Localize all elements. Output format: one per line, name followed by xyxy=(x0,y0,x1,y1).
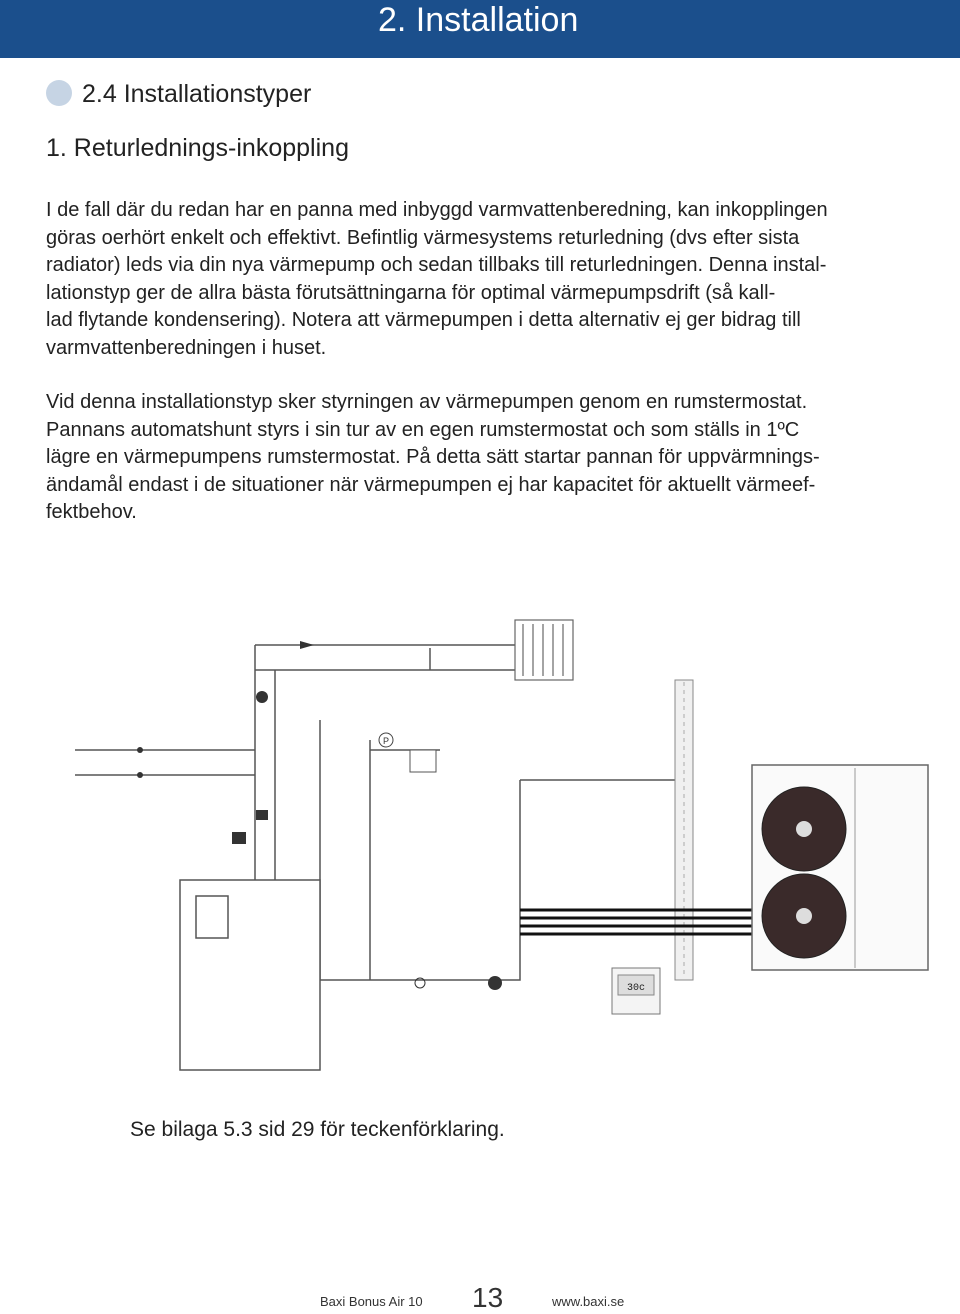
installation-diagram xyxy=(0,600,960,1100)
vertical-pipe-mid xyxy=(320,720,370,980)
paragraph-line: varmvattenberedningen i huset. xyxy=(46,336,327,359)
heatpump-connection-pipes xyxy=(520,910,770,934)
paragraph-line: göras oerhört enkelt och effektivt. Befintlig värmesystems returledning (dvs efter sista xyxy=(46,226,800,249)
paragraph-line: lad flytande kondensering). Notera att värmepumpen i detta alternativ ej ger bidrag till xyxy=(46,309,801,331)
paragraph-line: I de fall där du redan har en panna med inbyggd varmvattenberedning, kan inkopplingen xyxy=(46,199,828,221)
paragraph-line: ändamål endast i de situationer när värmepumpen ej har kapacitet för aktuellt värmeef- xyxy=(46,473,816,496)
expansion-tank-icon xyxy=(410,750,436,772)
bullet-circle-icon xyxy=(46,80,72,106)
paragraph-line: radiator) leds via din nya värmepump och sedan tillbaks till returledningen. Denna instal- xyxy=(46,254,827,276)
footer-product: Baxi Bonus Air 10 xyxy=(320,1294,423,1309)
footer-website: www.baxi.se xyxy=(552,1294,625,1309)
legend-caption: Se bilaga 5.3 sid 29 för teckenförklaring. xyxy=(130,1118,505,1141)
subsection-title: 1. Returlednings-inkoppling xyxy=(46,134,349,162)
outdoor-heatpump-unit-icon xyxy=(752,765,928,970)
paragraph-control xyxy=(46,389,926,527)
pressure-gauge-icon xyxy=(379,733,393,747)
return-pipe xyxy=(255,648,515,670)
paragraph-line: Vid denna installationstyp sker styrningen av värmepumpen genom en rumstermostat. xyxy=(46,391,808,413)
page-number: 13 xyxy=(472,1282,504,1313)
thermostat-display-icon xyxy=(612,968,660,1014)
paragraph-line: Pannans automatshunt styrs i sin tur av en egen rumstermostat och som ställs in 1ºC xyxy=(46,418,800,441)
paragraph-line: lationstyp ger de allra bästa förutsättningarna för optimal värmepumpsdrift (så kall- xyxy=(46,281,776,304)
thermostat-readout: 30c xyxy=(626,983,646,994)
paragraph-line: fektbehov. xyxy=(46,501,137,523)
radiator-icon xyxy=(515,620,573,680)
riser-pipe-left xyxy=(255,645,275,890)
pressure-label: P xyxy=(382,736,390,746)
section-title: 2.4 Installationstyper xyxy=(82,80,312,108)
chapter-title: 2. Installation xyxy=(378,1,579,39)
paragraph-line: lägre en värmepumpens rumstermostat. På detta sätt startar pannan för uppvärmnings- xyxy=(46,446,820,468)
boiler-icon xyxy=(180,880,320,1070)
heatpump-circuit-pipe xyxy=(320,780,690,980)
paragraph-intro xyxy=(46,197,926,362)
